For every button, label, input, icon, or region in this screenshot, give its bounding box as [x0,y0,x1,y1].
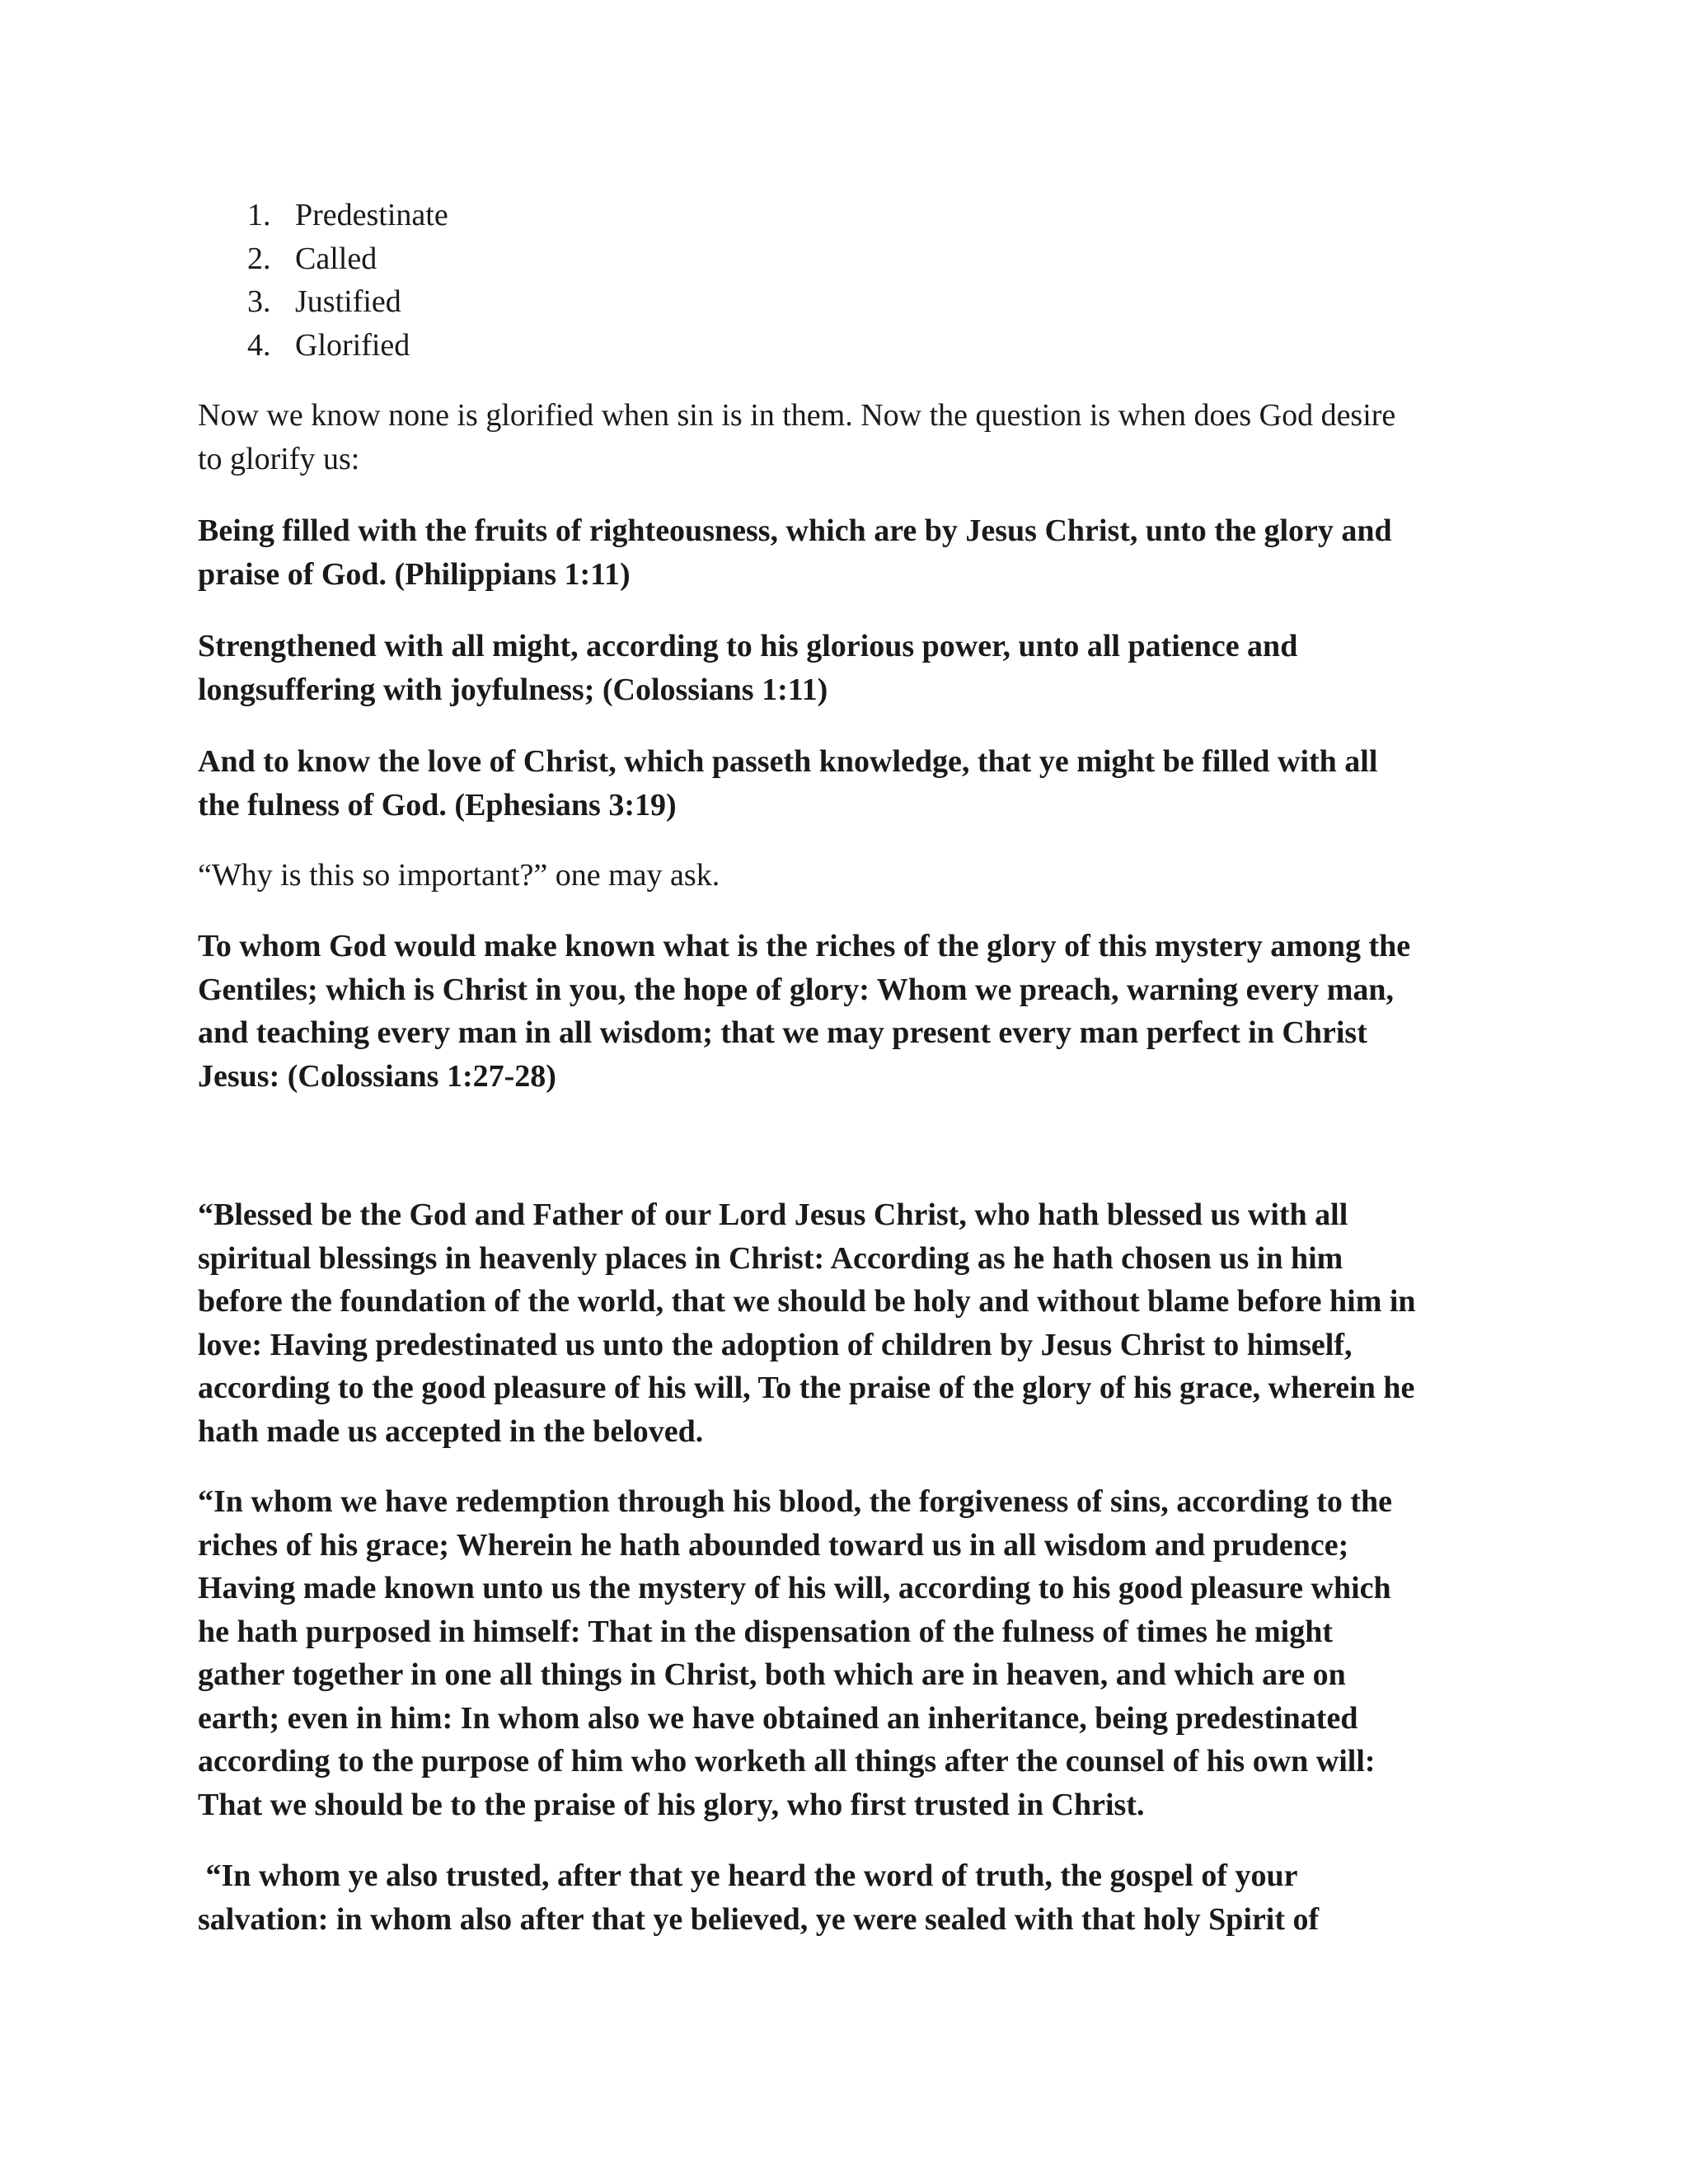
verse-ephesians [198,740,1500,827]
list-item [198,237,448,281]
text-line: hath made us accepted in the beloved. [198,1413,704,1449]
passage-trusted [198,1854,1500,1941]
text-line: earth; even in him: In whom also we have obtained an inheritance, being predestinated [198,1700,1358,1736]
text-line: Gentiles; which is Christ in you, the hope of glory: Whom we preach, warning every man, [198,972,1395,1007]
text-line: Having made known unto us the mystery of his will, according to his good pleasure which [198,1571,1391,1605]
text-line: praise of God. (Philippians 1:11) [198,556,631,592]
text-line: and teaching every man in all wisdom; that we may present every man perfect in Christ [198,1015,1367,1050]
text-line: to glorify us: [198,441,360,476]
list-number: 4. [247,327,271,363]
text-line: he hath purposed in himself: That in the dispensation of the fulness of times he might [198,1614,1333,1649]
text-line: “Why is this so important?” one may ask. [198,858,720,893]
text-line: That we should be to the praise of his glory, who first trusted in Christ. [198,1787,1145,1822]
text-line: love: Having predestinated us unto the adoption of children by Jesus Christ to himself, [198,1327,1353,1362]
passage-redemption [198,1480,1500,1826]
intro-paragraph [198,394,1500,480]
text-line: And to know the love of Christ, which passeth knowledge, that ye might be filled with all [198,744,1378,779]
text-line: longsuffering with joyfulness; (Colossians 1:11) [198,672,828,707]
text-line: before the foundation of the world, that we should be holy and without blame before him in [198,1284,1416,1319]
text-line: Being filled with the fruits of righteousness, which are by Jesus Christ, unto the glory and [198,513,1392,548]
text-line: “Blessed be the God and Father of our Lord Jesus Christ, who hath blessed us with all [198,1197,1348,1232]
text-line: the fulness of God. (Ephesians 3:19) [198,787,677,823]
list-text: Justified [295,284,401,319]
text-line: Now we know none is glorified when sin is in them. Now the question is when does God desire [198,398,1396,433]
text-line: “In whom ye also trusted, after that ye heard the word of truth, the gospel of your [198,1858,1298,1893]
question-paragraph [198,854,1500,898]
list-item [198,194,448,237]
text-line: according to the good pleasure of his will, To the praise of the glory of his grace, wherein he [198,1371,1415,1405]
text-line: according to the purpose of him who worketh all things after the counsel of his own will: [198,1744,1376,1779]
list-text: Predestinate [295,198,448,232]
text-line: To whom God would make known what is the riches of the glory of this mystery among the [198,929,1411,963]
text-line: Jesus: (Colossians 1:27-28) [198,1058,556,1094]
list-text: Glorified [295,327,410,363]
list-number: 3. [247,284,271,319]
text-line: spiritual blessings in heavenly places in Christ: According as he hath chosen us in him [198,1240,1343,1276]
list-number: 2. [247,241,271,276]
text-line: gather together in one all things in Christ, both which are in heaven, and which are on [198,1657,1346,1692]
verse-colossians-1-27 [198,925,1500,1098]
list-text: Called [295,241,377,276]
text-line: Strengthened with all might, according to his glorious power, unto all patience and [198,629,1298,663]
text-line: riches of his grace; Wherein he hath abounded toward us in all wisdom and prudence; [198,1527,1349,1563]
verse-philippians [198,509,1500,596]
list-number: 1. [247,198,271,232]
text-line: salvation: in whom also after that ye believed, ye were sealed with that holy Spirit of [198,1901,1320,1937]
passage-blessed [198,1193,1500,1453]
verse-colossians-1-11 [198,625,1500,711]
text-line: “In whom we have redemption through his blood, the forgiveness of sins, according to the [198,1484,1393,1519]
list-item [198,324,448,368]
numbered-list [198,194,448,367]
list-item [198,280,448,324]
